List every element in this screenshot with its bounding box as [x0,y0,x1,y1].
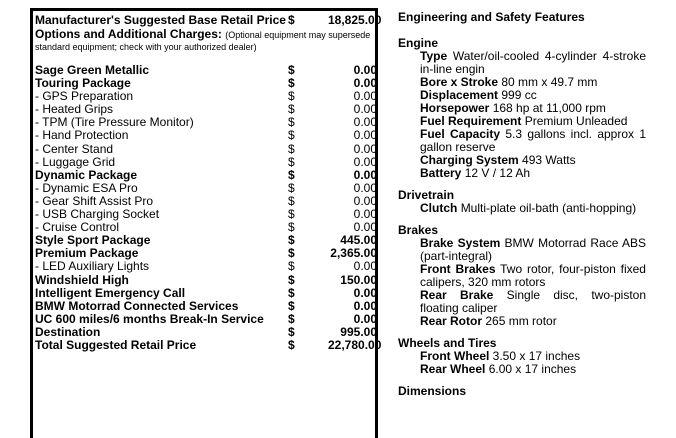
row-amount: 0.00 [353,115,377,130]
row-label: Sage Green Metallic [35,63,150,77]
row-label: - Gear Shift Assist Pro [35,193,154,208]
spec-value: Single disc, two-piston floating caliper [420,288,647,315]
spec-item [398,128,646,154]
spec-key: Front Brakes [420,262,496,276]
spec-item [398,289,646,315]
row-currency: $ [288,311,295,326]
spec-value: Premium Unleaded [524,114,628,128]
spec-item [398,167,646,180]
row-amount: 0.00 [353,259,377,274]
spec-item [398,237,646,263]
spec-value: 5.3 gallons incl. approx 1 gallon reserve [420,127,647,154]
row-label: Windshield High [35,272,129,287]
row-amount: 0.00 [353,311,377,326]
options-heading [35,27,374,42]
spec-section-title: Engine [398,36,439,50]
row-amount: 2,365.00 [330,246,377,261]
spec-value: Two rotor, four-piston fixed calipers, 320 mm rotors [420,262,646,289]
options-note-a: (Optional equipment may supersede [225,30,371,40]
base-price-label: Manufacturer's Suggested Base Retail Price [35,13,286,27]
row-currency: $ [288,154,295,169]
row-label: - Luggage Grid [35,154,116,169]
row-currency: $ [288,259,295,274]
row-amount: 0.00 [353,167,377,182]
options-title: Options and Additional Charges: [35,27,222,41]
pricing-row [35,287,378,300]
row-amount: 0.00 [353,207,377,222]
row-amount: 445.00 [340,233,377,248]
pricing-row [35,169,378,182]
row-label: Dynamic Package [35,167,138,182]
row-amount: 0.00 [353,63,377,77]
spec-key: Front Wheel [420,349,490,363]
row-currency: $ [288,102,295,117]
row-amount: 22,780.00 [328,337,382,352]
row-label: Intelligent Emergency Call [35,285,186,300]
base-price-currency: $ [288,13,295,27]
spec-value: 168 hp at 11,000 rpm [492,101,606,115]
row-amount: 0.00 [353,76,377,91]
spec-section-title: Dimensions [398,384,467,398]
row-amount: 0.00 [353,102,377,117]
row-currency: $ [288,193,295,208]
row-label: - USB Charging Socket [35,207,160,222]
spec-key: Rear Brake [420,288,494,302]
row-currency: $ [288,141,295,156]
row-label: - Cruise Control [35,220,120,235]
row-currency: $ [288,220,295,235]
spec-section-title: Wheels and Tires [398,336,497,350]
pricing-row [35,260,378,273]
spec-key: Clutch [420,201,458,215]
row-amount: 0.00 [353,89,377,104]
row-amount: 0.00 [353,141,377,156]
row-label: - GPS Preparation [35,89,134,104]
row-amount: 995.00 [340,324,377,339]
specs-title: Engineering and Safety Features [398,10,585,24]
spec-value: 999 cc [501,88,537,102]
row-currency: $ [288,128,295,143]
spec-item [398,202,646,215]
options-note-b: standard equipment; check with your authorized dealer) [35,42,257,52]
spec-value: 265 mm rotor [485,314,557,328]
row-currency: $ [288,167,295,182]
row-label: UC 600 miles/6 months Break-In Service [35,311,264,326]
spec-value: Water/oil-cooled 4-cylinder 4-stroke in-line engin [420,49,646,76]
row-amount: 0.00 [353,285,377,300]
pricing-rows [35,63,382,352]
spec-key: Horsepower [420,101,490,115]
row-currency: $ [288,298,295,313]
spec-key: Type [420,49,448,63]
row-label: - Heated Grips [35,102,114,117]
row-amount: 0.00 [353,128,377,143]
spec-item [398,263,646,289]
pricing-row [35,156,378,169]
spec-key: Fuel Requirement [420,114,522,128]
row-label: BMW Motorrad Connected Services [35,298,239,313]
row-currency: $ [288,246,295,261]
spec-item [398,50,646,76]
spec-key: Charging System [420,153,519,167]
spec-value: 12 V / 12 Ah [464,166,531,180]
spec-key: Battery [420,166,462,180]
spec-key: Bore x Stroke [420,75,499,89]
row-label: - TPM (Tire Pressure Monitor) [35,115,194,130]
spec-item [398,363,646,376]
spec-key: Fuel Capacity [420,127,501,141]
spec-section-title: Drivetrain [398,188,455,202]
spec-key: Rear Wheel [420,362,486,376]
row-currency: $ [288,272,295,287]
pricing-row [35,274,378,287]
pricing-row [35,300,378,313]
row-label: Total Suggested Retail Price [35,337,197,352]
row-label: - LED Auxiliary Lights [35,259,150,274]
row-label: - Center Stand [35,141,114,156]
pricing-row [35,337,382,352]
row-amount: 0.00 [353,180,377,195]
spec-value: Multi-plate oil-bath (anti-hopping) [460,201,637,215]
spec-value: 6.00 x 17 inches [488,362,577,376]
pricing-header [35,13,382,53]
spec-section-title: Brakes [398,223,439,237]
row-currency: $ [288,115,295,130]
pricing-row [35,143,378,156]
pricing-row [35,313,378,326]
spec-value: 493 Watts [522,153,576,167]
spec-value: 3.50 x 17 inches [492,349,581,363]
row-currency: $ [288,89,295,104]
specs-panel [398,10,646,398]
row-label: - Dynamic ESA Pro [35,180,138,195]
spec-key: Rear Rotor [420,314,483,328]
pricing-row [35,129,378,142]
row-label: Style Sport Package [35,233,151,248]
row-amount: 150.00 [340,272,377,287]
spec-key: Displacement [420,88,499,102]
row-currency: $ [288,63,295,77]
pricing-row [35,182,378,195]
row-currency: $ [288,207,295,222]
row-label: Touring Package [35,76,131,91]
spec-value: BMW Motorrad Race ABS (part-integral) [420,236,646,263]
base-price-amount: 18,825.00 [328,13,382,27]
row-currency: $ [288,180,295,195]
row-amount: 0.00 [353,220,377,235]
row-currency: $ [288,76,295,91]
row-currency: $ [288,324,295,339]
row-currency: $ [288,285,295,300]
row-amount: 0.00 [353,298,377,313]
row-amount: 0.00 [353,154,377,169]
spec-key: Brake System [420,236,501,250]
row-label: Premium Package [35,246,139,261]
spec-value: 80 mm x 49.7 mm [501,75,598,89]
row-amount: 0.00 [353,193,377,208]
pricing-row [35,326,378,339]
row-label: - Hand Protection [35,128,129,143]
spec-item [398,315,646,328]
row-currency: $ [288,337,295,352]
row-currency: $ [288,233,295,248]
row-label: Destination [35,324,101,339]
